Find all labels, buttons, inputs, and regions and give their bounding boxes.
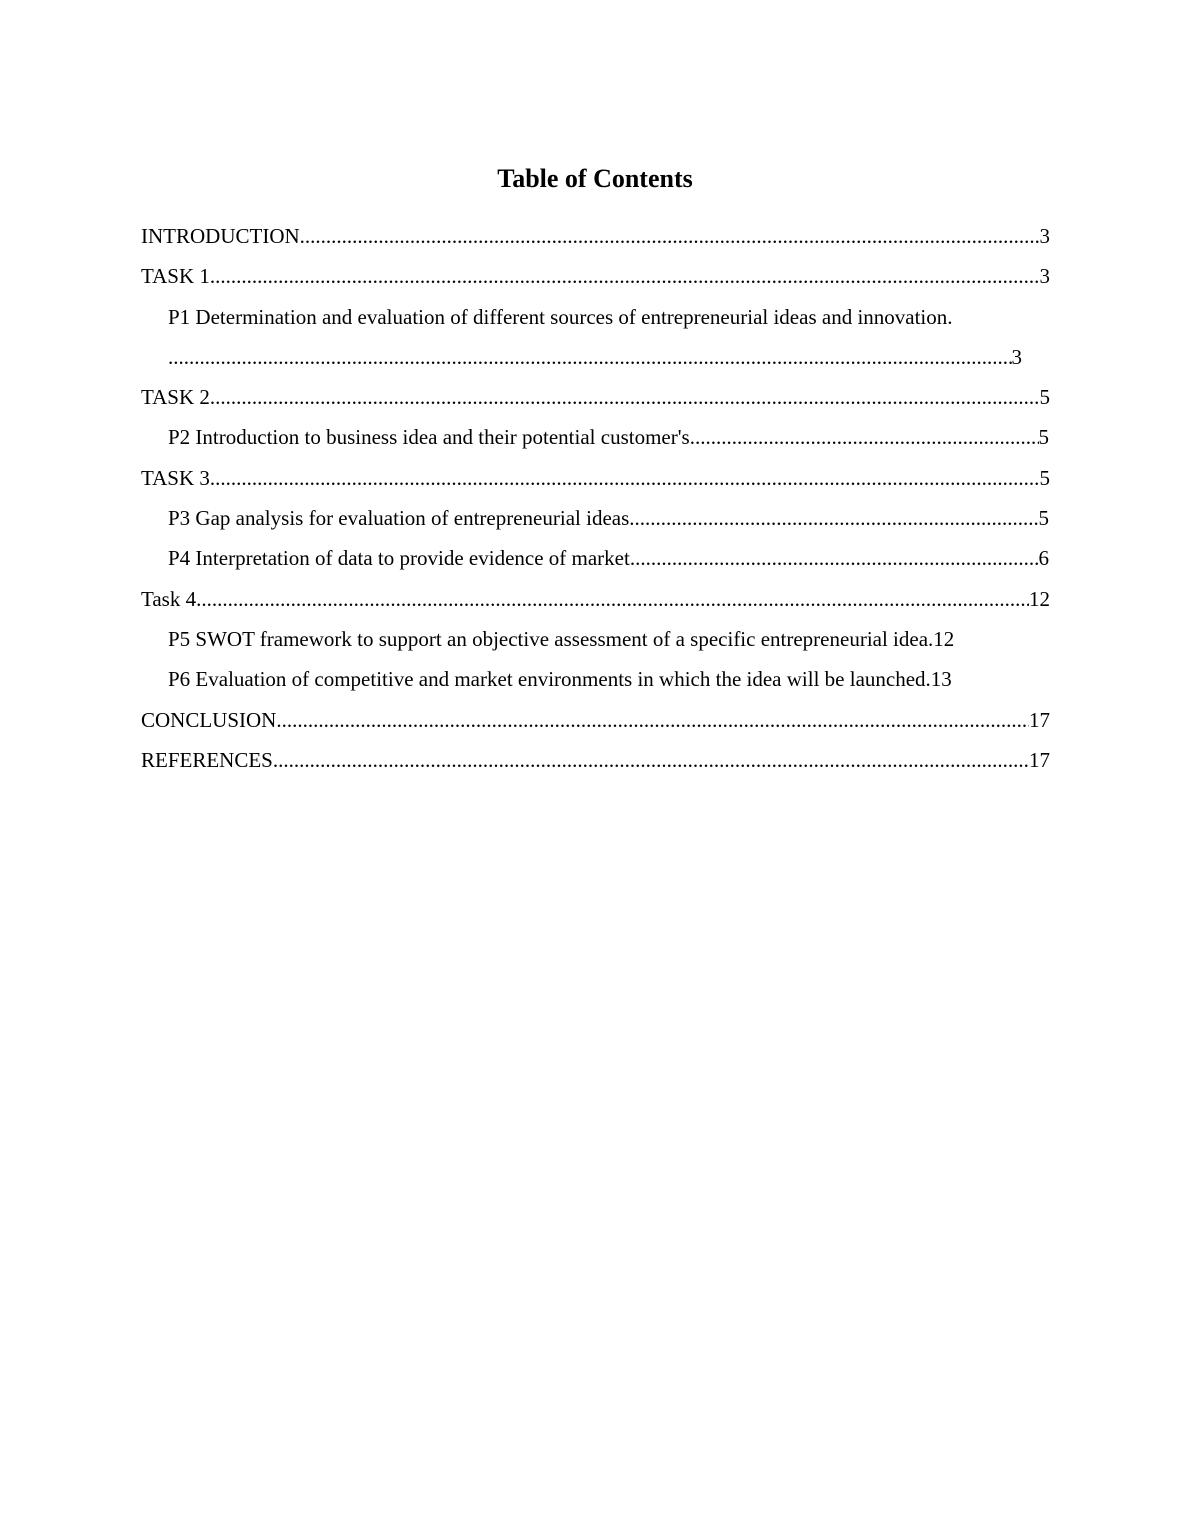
toc-dot-leader bbox=[196, 579, 1029, 619]
toc-page-number: 5 bbox=[1038, 425, 1049, 450]
toc-page-number: 6 bbox=[1038, 546, 1049, 571]
toc-entry-p1[interactable] bbox=[141, 297, 1050, 378]
toc-page-number: 3 bbox=[1039, 224, 1050, 248]
toc-entry-p6[interactable] bbox=[141, 659, 1050, 699]
toc-page-number: 13 bbox=[930, 667, 952, 692]
toc-entry-conclusion[interactable] bbox=[141, 700, 1050, 740]
toc-entry-task-2[interactable] bbox=[141, 377, 1050, 417]
toc-entry-label: P5 SWOT framework to support an objective assessment of a specific entrepreneurial idea. bbox=[168, 626, 934, 651]
toc-entry-label: TASK 1 bbox=[141, 264, 210, 289]
toc-entry-task-4[interactable] bbox=[141, 579, 1050, 619]
toc-page-number: 3 bbox=[1011, 344, 1022, 369]
toc-entry-p4[interactable] bbox=[141, 538, 1049, 578]
toc-page-number: 3 bbox=[1039, 264, 1050, 289]
toc-entry-task-3[interactable] bbox=[141, 458, 1050, 498]
toc-page-number: 12 bbox=[1029, 586, 1050, 611]
toc-page-number: 5 bbox=[1038, 506, 1049, 531]
toc-page-number: 5 bbox=[1039, 385, 1050, 410]
toc-dot-leader bbox=[210, 377, 1040, 417]
toc-page-number: 5 bbox=[1039, 465, 1050, 490]
toc-dot-leader bbox=[629, 498, 1038, 538]
toc-entry-label: REFERENCES bbox=[141, 747, 273, 772]
toc-entry-label: P6 Evaluation of competitive and market environments in which the idea will be launched. bbox=[168, 667, 931, 692]
toc-page-number: 17 bbox=[1029, 707, 1050, 732]
toc-entry-p3[interactable] bbox=[141, 498, 1049, 538]
toc-dot-leader bbox=[630, 538, 1039, 578]
toc-entry-label: INTRODUCTION bbox=[141, 224, 300, 248]
toc-entry-label: P2 Introduction to business idea and their potential customer's bbox=[168, 425, 690, 450]
toc-dot-leader bbox=[690, 417, 1039, 457]
toc-list bbox=[141, 216, 1050, 780]
toc-entry-references[interactable] bbox=[141, 740, 1050, 780]
toc-dot-leader bbox=[300, 216, 1040, 256]
toc-entry-label: TASK 3 bbox=[141, 465, 210, 490]
toc-page-number: 17 bbox=[1029, 747, 1050, 772]
toc-entry-label: P4 Interpretation of data to provide evidence of market bbox=[168, 546, 630, 571]
toc-dot-leader bbox=[168, 337, 1012, 377]
toc-entry-label: P1 Determination and evaluation of different sources of entrepreneurial ideas and innovation. bbox=[168, 304, 953, 329]
toc-entry-p2[interactable] bbox=[141, 417, 1049, 457]
toc-dot-leader bbox=[276, 700, 1029, 740]
toc-entry-p5[interactable] bbox=[141, 619, 1050, 659]
toc-entry-label: TASK 2 bbox=[141, 385, 210, 410]
toc-entry-task-1[interactable] bbox=[141, 256, 1050, 296]
toc-entry-label: P3 Gap analysis for evaluation of entrepreneurial ideas bbox=[168, 506, 630, 531]
toc-entry-introduction[interactable] bbox=[141, 216, 1050, 256]
toc-page-number: 12 bbox=[933, 626, 955, 651]
toc-dot-leader bbox=[273, 740, 1029, 780]
toc-dot-leader bbox=[210, 256, 1040, 296]
toc-entry-continuation bbox=[168, 337, 1022, 377]
toc-entry-label: Task 4 bbox=[141, 586, 197, 611]
toc-dot-leader bbox=[210, 458, 1040, 498]
toc-title: Table of Contents bbox=[497, 164, 693, 193]
toc-entry-label: CONCLUSION bbox=[141, 707, 277, 732]
